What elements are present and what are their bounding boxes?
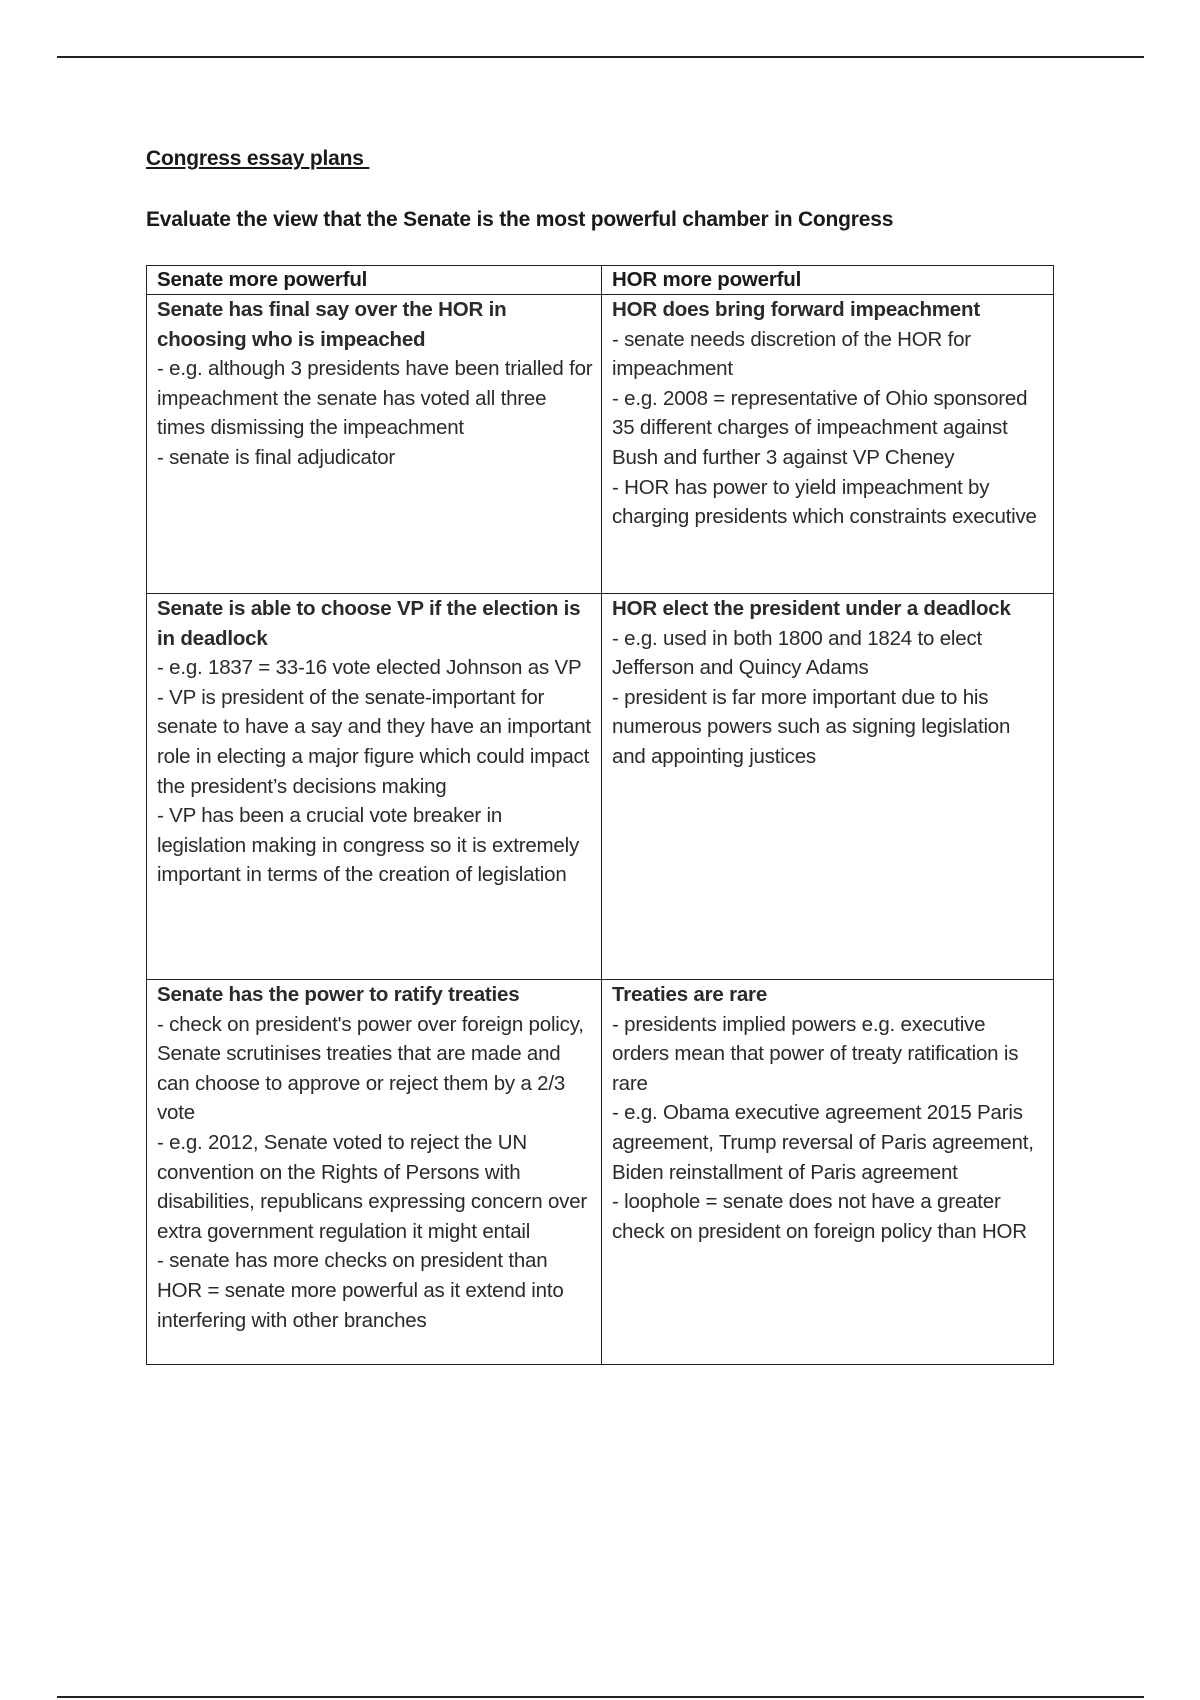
hor-argument-cell — [602, 295, 1054, 594]
table-row — [147, 594, 1054, 980]
argument-point: - check on president's power over foreign policy, Senate scrutinises treaties that are made and can choose to approve or reject them by a 2/3 vote — [157, 1012, 584, 1125]
argument-point: - e.g. Obama executive agreement 2015 Paris agreement, Trump reversal of Paris agreement, Biden reinstallment of Paris agreement — [612, 1101, 1034, 1184]
senate-argument-cell — [147, 594, 602, 980]
argument-point: - e.g. used in both 1800 and 1824 to elect Jefferson and Quincy Adams — [612, 626, 982, 680]
argument-heading: Treaties are rare — [612, 983, 768, 1006]
page-bottom-rule — [57, 1696, 1144, 1698]
senate-argument-cell — [147, 980, 602, 1365]
argument-point: - VP has been a crucial vote breaker in legislation making in congress so it is extremely important in terms of the creation of legislation — [157, 804, 580, 887]
essay-plan-table — [146, 265, 1054, 1365]
argument-heading: Senate has final say over the HOR in choosing who is impeached — [157, 298, 507, 351]
document-title: Congress essay plans — [146, 147, 370, 170]
argument-point: - senate needs discretion of the HOR for impeachment — [612, 327, 971, 381]
hor-argument-cell — [602, 594, 1054, 980]
essay-question: Evaluate the view that the Senate is the most powerful chamber in Congress — [146, 208, 894, 231]
argument-point: - e.g. 2012, Senate voted to reject the UN convention on the Rights of Persons with disabilities, republicans expressing concern over extra government regulation it might entail — [157, 1130, 588, 1243]
argument-point: - HOR has power to yield impeachment by charging presidents which constraints executive — [612, 475, 1037, 529]
argument-heading: Senate has the power to ratify treaties — [157, 983, 520, 1006]
argument-point: - senate has more checks on president than HOR = senate more powerful as it extend into interfering with other branches — [157, 1249, 564, 1332]
table-row — [147, 980, 1054, 1365]
header-hor-more-powerful: HOR more powerful — [602, 266, 1054, 295]
table-header-row — [147, 266, 1054, 295]
argument-heading: HOR elect the president under a deadlock — [612, 597, 1011, 620]
table-row — [147, 295, 1054, 594]
argument-point: - e.g. 2008 = representative of Ohio sponsored 35 different charges of impeachment against Bush and further 3 against VP Cheney — [612, 386, 1028, 469]
hor-argument-cell — [602, 980, 1054, 1365]
argument-point: - presidents implied powers e.g. executive orders mean that power of treaty ratification is rare — [612, 1012, 1019, 1095]
argument-point: - president is far more important due to his numerous powers such as signing legislation and appointing justices — [612, 685, 1011, 768]
header-senate-more-powerful: Senate more powerful — [147, 266, 602, 295]
argument-point: - senate is final adjudicator — [157, 445, 396, 469]
argument-heading: Senate is able to choose VP if the election is in deadlock — [157, 597, 581, 650]
argument-point: - VP is president of the senate-important for senate to have a say and they have an important role in electing a major figure which could impact the president’s decisions making — [157, 685, 591, 798]
argument-point: - loophole = senate does not have a greater check on president on foreign policy than HOR — [612, 1190, 1027, 1243]
page-top-rule — [57, 56, 1144, 58]
argument-heading: HOR does bring forward impeachment — [612, 298, 980, 321]
argument-point: - e.g. although 3 presidents have been trialled for impeachment the senate has voted all three times dismissing the impeachment — [157, 357, 593, 440]
senate-argument-cell — [147, 295, 602, 594]
argument-point: - e.g. 1837 = 33-16 vote elected Johnson as VP — [157, 656, 582, 680]
